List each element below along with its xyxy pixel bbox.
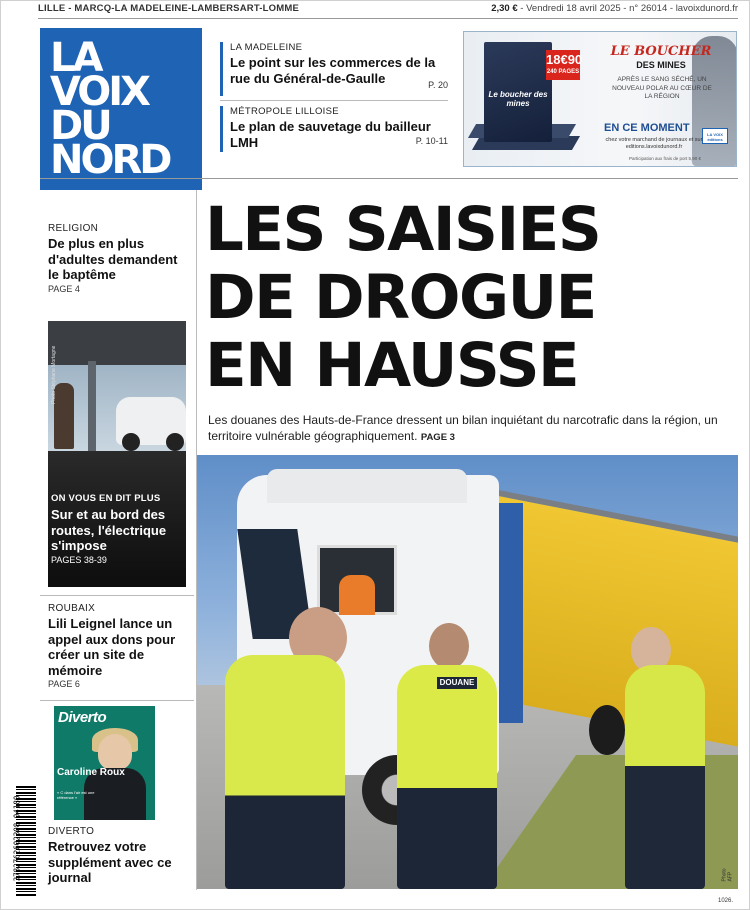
teaser-page: P. 10-11 — [415, 136, 448, 146]
issue-info: 2,30 € - Vendredi 18 avril 2025 - n° 26014 - lavoixdunord.fr — [491, 3, 738, 14]
charging-station — [88, 361, 96, 451]
ad-brand-sub: DES MINES — [636, 60, 686, 70]
teaser-title: Le plan de sauvetage du bailleur LMH — [230, 119, 431, 150]
sidebar-roubaix[interactable] — [48, 603, 188, 689]
sidebar-page: PAGES 38-39 — [51, 554, 107, 565]
teaser-page: P. 20 — [428, 80, 448, 90]
logo-line-1: LA — [50, 35, 101, 81]
ad-price-badge — [546, 50, 583, 80]
teaser-metropole[interactable] — [220, 106, 448, 152]
customs-officer — [225, 655, 345, 889]
sidebar-kicker: ROUBAIX — [48, 603, 96, 614]
truck-cab-roof — [267, 469, 467, 503]
teaser-la-madeleine[interactable] — [220, 42, 448, 96]
sidebar-page: PAGE 4 — [48, 283, 80, 294]
sidebar-page: PAGE 6 — [48, 679, 80, 689]
issue-number: n° 26014 — [629, 3, 668, 14]
feature-text — [51, 493, 183, 565]
book-advertisement[interactable] — [463, 31, 737, 167]
ad-price-note: 240 PAGES — [546, 69, 580, 75]
top-rule — [38, 18, 738, 19]
newspaper-logo[interactable] — [40, 28, 202, 190]
sidebar-divider — [40, 595, 194, 596]
main-photo[interactable] — [197, 455, 738, 889]
sidebar-kicker: ON VOUS EN DIT PLUS — [51, 493, 161, 504]
teaser-kicker: MÉTROPOLE LILLOISE — [230, 106, 339, 117]
cover-name: Caroline Roux — [57, 767, 125, 778]
edition-label: LILLE - MARCQ-LA MADELEINE-LAMBERSART-LOMME — [38, 3, 300, 14]
ad-brand: LE BOUCHER — [610, 44, 712, 59]
car-wheel — [166, 433, 184, 451]
date: Vendredi 18 avril 2025 — [526, 3, 621, 14]
customs-officer — [397, 665, 497, 889]
price: 2,30 € — [491, 3, 518, 14]
sidebar-feature[interactable] — [48, 321, 186, 587]
ad-tagline: APRÈS LE SANG SÉCHÉ, UN NOUVEAU POLAR AU CŒUR DE LA RÉGION — [612, 76, 712, 100]
website[interactable]: lavoixdunord.fr — [675, 3, 738, 14]
douane-tag: DOUANE — [437, 677, 477, 689]
ad-fineprint: Participation aux frais de port 5,90 € — [629, 156, 702, 161]
teaser-title: Le point sur les commerces de la rue du Général-de-Gaulle — [230, 55, 436, 86]
sidebar-title: Sur et au bord des routes, l'électrique s'impose — [51, 507, 167, 553]
cover-quote: « C dans l'air est une référence » — [57, 790, 95, 800]
masthead-strip — [38, 3, 738, 17]
diverto-magazine-cover[interactable] — [54, 706, 155, 820]
headline-line-3: EN HAUSSE — [205, 330, 579, 401]
header-rule — [40, 178, 738, 179]
teaser-divider — [220, 100, 448, 101]
customs-officer — [625, 665, 705, 889]
trailer-wheel — [589, 705, 625, 755]
cover-portrait-face — [98, 734, 132, 770]
teaser-kicker: LA MADELEINE — [230, 42, 303, 53]
officer-head — [429, 623, 469, 669]
lead-text: Les douanes des Hauts-de-France dressent un bilan inquiétant du narcotrafic dans la région, un territoire vulnérable géographiquement. — [208, 413, 718, 443]
sidebar-kicker: RELIGION — [48, 223, 99, 234]
main-headline[interactable] — [205, 196, 735, 400]
logo-line-4: NORD — [50, 137, 170, 183]
ad-moment: EN CE MOMENT — [604, 122, 690, 134]
headline-line-2: DE DROGUE — [205, 262, 596, 333]
sidebar-title: Lili Leignel lance un appel aux dons pour créer un site de mémoire — [48, 616, 176, 678]
sidebar-divider — [40, 700, 194, 701]
logo-line-3: DU — [50, 103, 110, 149]
sidebar-title: Retrouvez votre supplément avec ce journal — [48, 839, 172, 885]
barcode — [6, 784, 40, 902]
car-wheel — [122, 433, 140, 451]
sidebar-diverto[interactable] — [48, 826, 188, 886]
book-title: Le boucher des mines — [488, 90, 548, 108]
ad-subtext: chez votre marchand de journaux et sur editions.lavoixdunord.fr — [605, 137, 703, 150]
sidebar-religion[interactable] — [48, 223, 188, 294]
headline-line-1: LES SAISIES — [205, 194, 601, 265]
lead-page[interactable]: PAGE 3 — [420, 432, 455, 443]
sidebar-kicker: DIVERTO — [48, 826, 95, 837]
ad-price: 18€90 — [546, 52, 583, 67]
logo-line-2: VOIX — [50, 69, 148, 115]
magazine-title: Diverto — [58, 709, 107, 726]
ad-publisher-logo: LA VOIX éditions — [702, 128, 728, 144]
top-teasers — [220, 42, 448, 152]
sidebar-title: De plus en plus d'adultes demandent le baptême — [48, 236, 178, 282]
feature-photo-person — [54, 383, 74, 449]
truck-driver — [339, 575, 375, 615]
feature-photo-canopy — [48, 321, 186, 365]
barcode-number: 3782762602308 04180 — [12, 795, 22, 882]
photo-credit: Photo Stéphane Mortagne — [51, 345, 57, 404]
photo-credit: Photo AFP — [721, 868, 734, 882]
page-code: 1026. — [718, 898, 734, 904]
lead-paragraph — [208, 412, 738, 446]
